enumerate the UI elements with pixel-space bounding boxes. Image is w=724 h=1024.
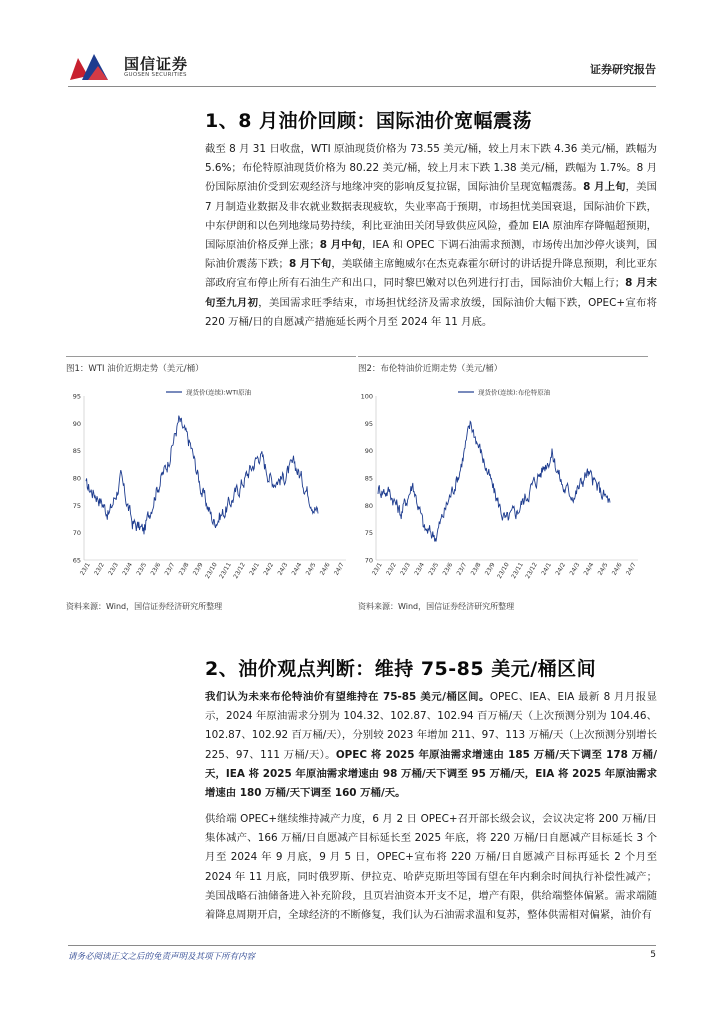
x-tick-label: 24/3 xyxy=(276,561,290,577)
text-run: OPEC、IEA、EIA 最新 8 月月报显示，2024 年原油需求分别为 104.32、102.87、102.94 百万桶/天（上次预测分别为 104.46、102.87、102.92 百万桶/天），分别较 2023 年增加 211、97、113 万桶/天（上次预测分别增长 225、97、111 万桶/天）。 xyxy=(205,691,658,761)
header-divider xyxy=(68,86,656,87)
x-tick-label: 23/8 xyxy=(177,561,191,577)
x-tick-label: 23/9 xyxy=(483,561,497,577)
x-tick-label: 24/6 xyxy=(610,561,624,577)
y-tick-label: 90 xyxy=(72,419,81,428)
footer-divider xyxy=(68,945,656,946)
figure-top-rule xyxy=(66,356,356,357)
x-tick-label: 23/2 xyxy=(93,561,106,577)
x-tick-label: 24/3 xyxy=(568,561,582,577)
x-tick-label: 23/2 xyxy=(385,561,398,577)
y-tick-label: 95 xyxy=(364,419,373,428)
x-tick-label: 23/7 xyxy=(163,561,177,577)
text-run: ，美联储主席鲍威尔在杰克森霍尔研讨的讲话提升降息预期，利比亚东部政府宣布停止所有石油生产和出口，同时黎巴嫩对以色列进行打击，国际油价大幅上行； xyxy=(205,258,657,290)
x-tick-label: 23/7 xyxy=(455,561,469,577)
x-tick-label: 24/1 xyxy=(540,561,554,577)
text-run: ，IEA 和 OPEC 下调石油需求预测，市场传出加沙停火谈判，国际油价震荡下跌； xyxy=(205,239,657,271)
x-tick-label: 23/11 xyxy=(510,561,525,580)
text-run: ，美国 7 月制造业数据及非农就业数据表现疲软，失业率高于预期，市场担忧美国衰退，国际油价下跌，中东伊朗和以色列地缘局势持续，利比亚油田关闭导致供应风险，叠加 EIA 原油库存降幅超预期，国际原油价格反弹上涨； xyxy=(205,181,658,252)
figure-brent xyxy=(358,356,648,614)
y-tick-label: 100 xyxy=(360,392,373,401)
x-tick-label: 23/10 xyxy=(204,561,219,580)
x-tick-label: 23/4 xyxy=(121,561,135,577)
y-tick-label: 95 xyxy=(72,392,81,401)
wti-line-chart xyxy=(66,382,356,596)
x-tick-label: 24/7 xyxy=(332,561,346,577)
logo-english-name: GUOSEN SECURITIES xyxy=(124,72,187,78)
company-logo xyxy=(68,50,198,84)
x-tick-label: 24/5 xyxy=(304,561,318,577)
x-tick-label: 23/12 xyxy=(232,561,247,580)
figure-caption: 图1：WTI 油价近期走势（美元/桶） xyxy=(66,364,204,374)
x-tick-label: 23/6 xyxy=(441,561,455,577)
footer-disclaimer: 请务必阅读正文之后的免责声明及其项下所有内容 xyxy=(68,952,256,962)
x-tick-label: 23/11 xyxy=(218,561,233,580)
y-tick-label: 75 xyxy=(72,501,81,510)
text-run: 截至 8 月 31 日收盘，WTI 原油现货价格为 73.55 美元/桶，较上月末下跌 4.36 美元/桶，跌幅为 5.6%；布伦特原油现货价格为 80.22 美元/桶，较上月末下跌 1.38 美元/桶，跌幅为 1.7%。8 月份国际原油价受到宏观经济与地缘冲突的影响反复拉锯，国际油价呈现宽幅震荡。 xyxy=(205,143,657,194)
x-tick-label: 24/1 xyxy=(248,561,262,577)
x-tick-label: 24/6 xyxy=(318,561,332,577)
brent-line-chart xyxy=(358,382,648,596)
y-tick-label: 80 xyxy=(364,501,373,510)
y-tick-label: 85 xyxy=(364,474,373,483)
bold-run: 8 月末旬至九月初 xyxy=(205,277,657,309)
x-tick-label: 24/4 xyxy=(582,561,596,577)
section1-paragraph xyxy=(205,140,657,332)
x-tick-label: 23/10 xyxy=(496,561,511,580)
x-tick-label: 23/1 xyxy=(370,561,384,577)
x-tick-label: 23/8 xyxy=(469,561,483,577)
x-tick-label: 23/12 xyxy=(524,561,539,580)
bold-run: 8 月上旬 xyxy=(583,181,626,194)
y-tick-label: 70 xyxy=(364,556,373,565)
section2-paragraph-1 xyxy=(205,688,657,803)
logo-chinese-name: 国信证券 xyxy=(124,55,189,73)
x-tick-label: 23/3 xyxy=(399,561,412,577)
x-tick-label: 24/2 xyxy=(262,561,276,577)
y-tick-label: 70 xyxy=(72,529,81,538)
legend-label: 现货价(连续):WTI原油 xyxy=(186,388,252,397)
series-line xyxy=(86,416,318,535)
figure-wti xyxy=(66,356,356,614)
guosen-logo-icon xyxy=(68,50,116,84)
bold-run: 8 月中旬 xyxy=(319,239,362,252)
x-tick-label: 23/9 xyxy=(191,561,205,577)
figure-caption: 图2：布伦特油价近期走势（美元/桶） xyxy=(358,364,503,374)
figure-top-rule xyxy=(358,356,648,357)
section2-heading: 2、油价观点判断：维持 75-85 美元/桶区间 xyxy=(205,658,597,680)
y-tick-label: 85 xyxy=(72,447,81,456)
x-tick-label: 24/4 xyxy=(290,561,304,577)
section1-heading: 1、8 月油价回顾：国际油价宽幅震荡 xyxy=(205,110,533,132)
x-tick-label: 23/1 xyxy=(78,561,92,577)
y-tick-label: 80 xyxy=(72,474,81,483)
bold-run: 8 月下旬 xyxy=(288,258,332,271)
x-tick-label: 24/2 xyxy=(554,561,568,577)
x-tick-label: 23/6 xyxy=(149,561,163,577)
figure-source: 资料来源：Wind，国信证券经济研究所整理 xyxy=(358,602,515,611)
y-tick-label: 75 xyxy=(364,529,373,538)
bold-run: OPEC 将 2025 年原油需求增速由 185 万桶/天下调至 178 万桶/天，IEA 将 2025 年原油需求增速由 98 万桶/天下调至 95 万桶/天，EIA 将 2025 年原油需求增速由 180 万桶/天下调至 160 万桶/天。 xyxy=(205,748,657,800)
x-tick-label: 23/5 xyxy=(135,561,149,577)
x-tick-label: 23/3 xyxy=(107,561,120,577)
x-tick-label: 23/5 xyxy=(427,561,441,577)
text-run: ，美国需求旺季结束，市场担忧经济及需求放缓，国际油价大幅下跌，OPEC+宣布将 220 万桶/日的自愿减产措施延长两个月至 2024 年 11 月底。 xyxy=(205,296,658,328)
bold-run: 我们认为未来布伦特油价有望维持在 75-85 美元/桶区间。 xyxy=(205,691,490,703)
figure-source: 资料来源：Wind，国信证券经济研究所整理 xyxy=(66,602,223,611)
legend-label: 现货价(连续):布伦特原油 xyxy=(478,388,551,397)
y-tick-label: 65 xyxy=(72,556,81,565)
x-tick-label: 23/4 xyxy=(413,561,427,577)
x-tick-label: 24/7 xyxy=(624,561,638,577)
page-number: 5 xyxy=(650,950,656,960)
page-header xyxy=(0,0,724,100)
report-type-label: 证券研究报告 xyxy=(590,63,656,76)
y-tick-label: 90 xyxy=(364,447,373,456)
section2-paragraph-2: 供给端 OPEC+继续维持减产力度，6 月 2 日 OPEC+召开部长级会议，会议决定将 200 万桶/日集体减产、166 万桶/日自愿减产目标延长至 2025 年底，将 220 万桶/日自愿减产目标延长 3 个月至 2024 年 9 月底，9 月 5 日，OPEC+宣布将 220 万桶/日自愿减产目标再延长 2 个月至 2024 年 11 月底，同时俄罗斯、伊拉克、哈萨克斯坦等国有望在年内剩余时间执行补偿性减产；美国战略石油储备进入补充阶段，且页岩油资本开支不足，增产有限，供给端整体偏紧。需求端随着降息周期开启，全球经济的不断修复，我们认为石油需求温和复苏，整体供需相对偏紧，油价有 xyxy=(205,813,657,922)
series-line xyxy=(378,421,610,541)
x-tick-label: 24/5 xyxy=(596,561,610,577)
